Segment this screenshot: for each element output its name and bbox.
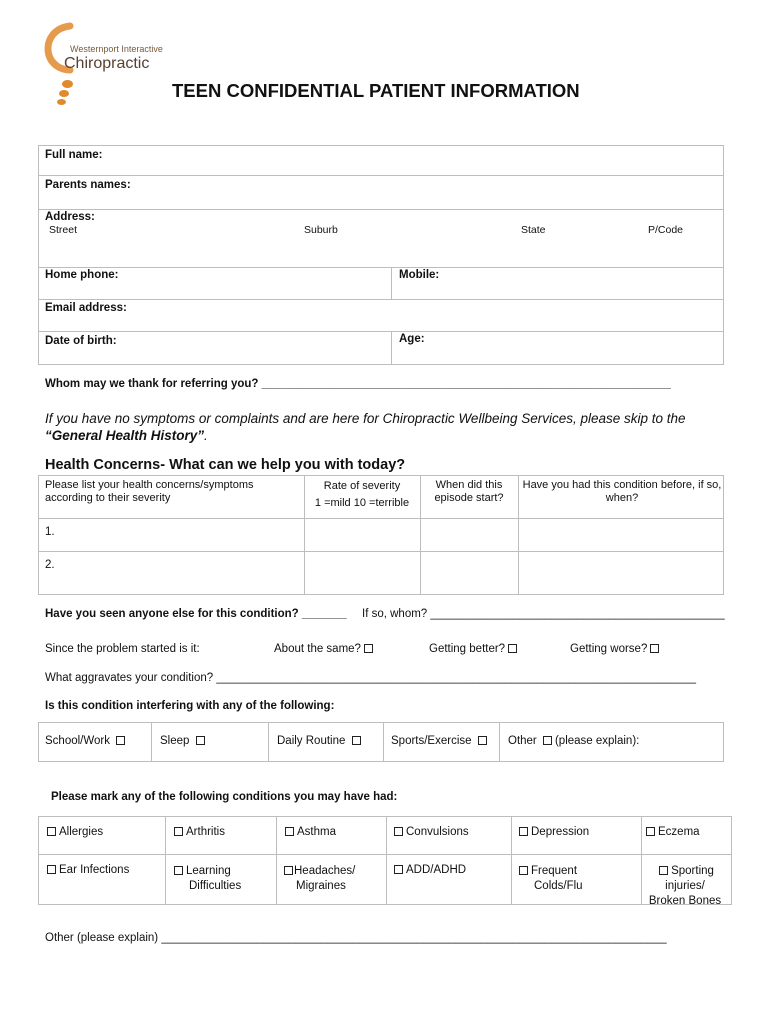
checkbox-icon[interactable] [646, 827, 655, 836]
health-col-concerns: Please list your health concerns/symptoms according to their severity [45, 479, 254, 504]
condition-colds-label-1: Frequent [531, 865, 578, 877]
page-title: TEEN CONFIDENTIAL PATIENT INFORMATION [172, 80, 580, 101]
health-col-before: Have you had this condition before, if so, when? [522, 479, 722, 504]
skip-note [45, 410, 735, 444]
since-better-label: Getting better? [429, 643, 506, 655]
other-explain-field[interactable]: Other (please explain) _______________________________________________________________________________ [45, 932, 667, 944]
checkbox-icon[interactable] [519, 827, 528, 836]
interfering-routine-label: Daily Routine [277, 735, 346, 747]
condition-asthma[interactable] [282, 826, 336, 838]
health-col-start: When did this episode start? [434, 479, 504, 504]
logo-dot-icon [57, 99, 66, 105]
condition-ear-label: Ear Infections [59, 864, 130, 876]
referral-field[interactable]: Whom may we thank for referring you? ________________________________________________________________ [45, 378, 671, 390]
logo-dot-icon [59, 90, 69, 97]
condition-colds[interactable] [516, 864, 583, 894]
address-field[interactable]: Address: [45, 211, 95, 223]
logo-dot-icon [62, 80, 73, 88]
condition-sporting-label-1: Sporting [671, 865, 714, 877]
checkbox-icon[interactable] [364, 644, 373, 653]
interfering-other-explain: (please explain): [554, 735, 640, 747]
condition-learning-label-2: Difficulties [189, 880, 242, 892]
checkbox-icon[interactable] [47, 865, 56, 874]
condition-arthritis-label: Arthritis [186, 826, 225, 838]
checkbox-icon[interactable] [508, 644, 517, 653]
conditions-table [38, 816, 732, 905]
since-same-label: About the same? [274, 643, 361, 655]
condition-sporting-label-2: injuries/ [665, 880, 705, 892]
health-row-1[interactable]: 1. [45, 526, 55, 538]
interfering-routine[interactable] [277, 735, 364, 747]
clinic-logo [40, 22, 163, 112]
condition-allergies-label: Allergies [59, 826, 104, 838]
checkbox-icon[interactable] [543, 736, 552, 745]
health-row-2[interactable]: 2. [45, 559, 55, 571]
condition-learning-label-1: Learning [186, 865, 231, 877]
condition-colds-label-2: Colds/Flu [534, 880, 583, 892]
parents-names-field[interactable]: Parents names: [45, 179, 131, 191]
full-name-field[interactable]: Full name: [45, 149, 103, 161]
condition-allergies[interactable] [44, 826, 103, 838]
condition-eczema[interactable] [643, 826, 700, 838]
condition-add[interactable] [391, 864, 466, 876]
condition-eczema-label: Eczema [658, 826, 700, 838]
since-worse-label: Getting worse? [570, 643, 648, 655]
condition-ear-infections[interactable] [44, 864, 129, 876]
interfering-sports-label: Sports/Exercise [391, 735, 472, 747]
interfering-sports[interactable] [391, 735, 490, 747]
interfering-school[interactable] [45, 735, 128, 747]
checkbox-icon[interactable] [352, 736, 361, 745]
condition-learning[interactable] [171, 864, 241, 894]
condition-convulsions[interactable] [391, 826, 469, 838]
checkbox-icon[interactable] [650, 644, 659, 653]
interfering-sleep[interactable] [160, 735, 208, 747]
checkbox-icon[interactable] [284, 866, 293, 875]
suburb-label: Suburb [304, 224, 338, 236]
street-label: Street [49, 224, 78, 236]
skip-note-line1: If you have no symptoms or complaints and are here for Chiropractic Wellbeing Services, please skip to the [45, 411, 686, 426]
interfering-school-label: School/Work [45, 735, 110, 747]
condition-arthritis[interactable] [171, 826, 225, 838]
interfering-sleep-label: Sleep [160, 735, 190, 747]
interfering-other[interactable] [508, 735, 639, 747]
checkbox-icon[interactable] [196, 736, 205, 745]
since-label: Since the problem started is it: [45, 643, 200, 655]
dob-field[interactable]: Date of birth: [45, 335, 117, 347]
since-better-option[interactable] [429, 643, 520, 655]
email-field[interactable]: Email address: [45, 302, 127, 314]
checkbox-icon[interactable] [285, 827, 294, 836]
personal-details-grid [38, 145, 724, 365]
skip-note-tail: . [204, 428, 208, 443]
condition-headaches-label-1: Headaches/ [294, 865, 356, 877]
skip-note-link: “General Health History” [45, 428, 205, 443]
condition-sporting-label-3: Broken Bones [648, 895, 722, 907]
mobile-field[interactable]: Mobile: [399, 269, 440, 281]
interfering-other-label: Other [508, 735, 537, 747]
condition-sporting[interactable] [643, 864, 727, 909]
state-label: State [521, 224, 546, 236]
seen-anyone-field[interactable]: Have you seen anyone else for this condition? _______ [45, 608, 347, 620]
condition-depression-label: Depression [531, 826, 590, 838]
health-col-severity-a: Rate of severity [323, 480, 401, 492]
condition-asthma-label: Asthma [297, 826, 336, 838]
condition-headaches-label-2: Migraines [296, 880, 346, 892]
health-heading: Health Concerns- What can we help you with today? [45, 457, 406, 473]
interfering-question: Is this condition interfering with any of the following: [45, 700, 335, 712]
checkbox-icon[interactable] [47, 827, 56, 836]
conditions-question: Please mark any of the following conditions you may have had: [51, 791, 398, 803]
pcode-label: P/Code [648, 224, 684, 236]
checkbox-icon[interactable] [394, 827, 403, 836]
condition-convulsions-label: Convulsions [406, 826, 469, 838]
age-field[interactable]: Age: [399, 333, 425, 345]
home-phone-field[interactable]: Home phone: [45, 269, 119, 281]
checkbox-icon[interactable] [659, 866, 668, 875]
checkbox-icon[interactable] [519, 866, 528, 875]
checkbox-icon[interactable] [174, 827, 183, 836]
health-col-severity-b: 1 =mild 10 =terrible [314, 497, 410, 509]
since-worse-option[interactable] [570, 643, 662, 655]
condition-depression[interactable] [516, 826, 589, 838]
condition-headaches[interactable] [281, 864, 355, 894]
checkbox-icon[interactable] [394, 865, 403, 874]
since-same-option[interactable] [274, 643, 376, 655]
checkbox-icon[interactable] [174, 866, 183, 875]
condition-add-label: ADD/ADHD [406, 864, 467, 876]
checkbox-icon[interactable] [478, 736, 487, 745]
logo-line1: Westernport Interactive [70, 44, 163, 54]
aggravates-field[interactable]: What aggravates your condition? ___________________________________________________________________________ [45, 672, 697, 684]
logo-line2: Chiropractic [64, 55, 150, 72]
checkbox-icon[interactable] [116, 736, 125, 745]
seen-whom-field[interactable]: If so, whom? ______________________________________________ [362, 608, 725, 620]
